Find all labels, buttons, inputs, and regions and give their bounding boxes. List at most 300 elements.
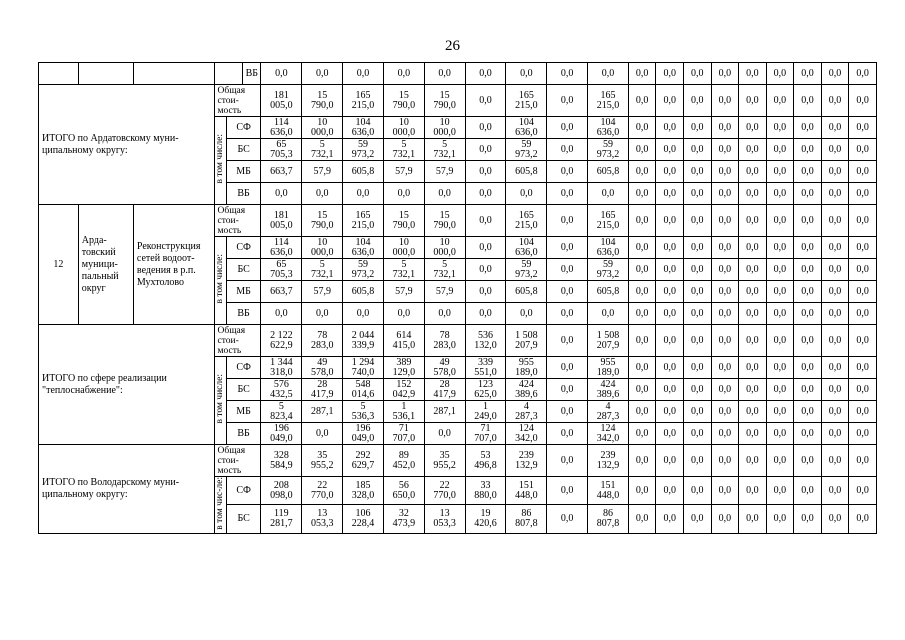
value-cell: 0,0 [302, 303, 343, 325]
value-cell: 0,0 [821, 445, 849, 477]
value-cell: 0,0 [506, 183, 547, 205]
value-cell: 165 215,0 [343, 205, 384, 237]
value-cell: 0,0 [711, 259, 739, 281]
value-cell: 0,0 [628, 183, 656, 205]
value-cell: 0,0 [547, 183, 588, 205]
fund-type-cell: СФ [226, 237, 261, 259]
value-cell: 424 389,6 [588, 379, 629, 401]
value-cell: 0,0 [766, 161, 794, 183]
value-cell: 663,7 [261, 161, 302, 183]
value-cell: 0,0 [506, 63, 547, 85]
value-cell: 114 636,0 [261, 117, 302, 139]
value-cell: 0,0 [656, 477, 684, 505]
value-cell: 0,0 [547, 281, 588, 303]
value-cell: 0,0 [383, 183, 424, 205]
value-cell: 0,0 [547, 357, 588, 379]
value-cell: 1 508 207,9 [588, 325, 629, 357]
value-cell: 0,0 [739, 445, 767, 477]
section-total-label: ИТОГО по сфере реализации "теплоснабжение": [39, 325, 215, 445]
value-cell: 0,0 [465, 85, 506, 117]
value-cell: 0,0 [261, 63, 302, 85]
value-cell: 165 215,0 [588, 205, 629, 237]
value-cell: 0,0 [849, 303, 877, 325]
value-cell: 424 389,6 [506, 379, 547, 401]
value-cell: 28 417,9 [424, 379, 465, 401]
value-cell: 151 448,0 [506, 477, 547, 505]
value-cell: 0,0 [506, 303, 547, 325]
value-cell: 0,0 [739, 325, 767, 357]
section-total-label: ИТОГО по Ардатовскому муни-ципальному округу: [39, 85, 215, 205]
value-cell: 5 732,1 [383, 259, 424, 281]
value-cell: 124 342,0 [506, 423, 547, 445]
value-cell: 57,9 [383, 281, 424, 303]
table-row [39, 85, 877, 117]
value-cell: 0,0 [628, 423, 656, 445]
value-cell: 104 636,0 [506, 117, 547, 139]
value-cell: 0,0 [794, 505, 822, 533]
value-cell: 0,0 [821, 281, 849, 303]
value-cell: 10 000,0 [383, 237, 424, 259]
value-cell: 0,0 [821, 423, 849, 445]
value-cell: 0,0 [739, 205, 767, 237]
district-name: Арда-товский муници-пальный округ [78, 205, 133, 325]
value-cell: 0,0 [794, 259, 822, 281]
value-cell: 57,9 [424, 281, 465, 303]
value-cell: 548 014,6 [343, 379, 384, 401]
empty-cell [133, 63, 214, 85]
value-cell: 0,0 [656, 205, 684, 237]
fund-type-cell: ВБ [226, 183, 261, 205]
value-cell: 0,0 [302, 63, 343, 85]
value-cell: 0,0 [343, 303, 384, 325]
value-cell: 605,8 [506, 161, 547, 183]
value-cell: 0,0 [711, 505, 739, 533]
value-cell: 53 496,8 [465, 445, 506, 477]
value-cell: 0,0 [711, 401, 739, 423]
value-cell: 35 955,2 [302, 445, 343, 477]
value-cell: 208 098,0 [261, 477, 302, 505]
value-cell: 152 042,9 [383, 379, 424, 401]
value-cell: 89 452,0 [383, 445, 424, 477]
value-cell: 15 790,0 [302, 205, 343, 237]
value-cell: 59 973,2 [588, 139, 629, 161]
value-cell: 0,0 [684, 259, 712, 281]
empty-cell [39, 63, 79, 85]
value-cell: 0,0 [588, 183, 629, 205]
value-cell: 0,0 [821, 85, 849, 117]
section-total-label: ИТОГО по Володарскому муни-ципальному округу: [39, 445, 215, 534]
value-cell: 0,0 [656, 237, 684, 259]
value-cell: 0,0 [821, 379, 849, 401]
value-cell: 576 432,5 [261, 379, 302, 401]
value-cell: 0,0 [628, 85, 656, 117]
value-cell: 0,0 [465, 237, 506, 259]
value-cell: 605,8 [588, 281, 629, 303]
value-cell: 185 328,0 [343, 477, 384, 505]
value-cell: 0,0 [656, 117, 684, 139]
value-cell: 0,0 [849, 505, 877, 533]
value-cell: 0,0 [656, 139, 684, 161]
value-cell: 0,0 [766, 139, 794, 161]
value-cell: 22 770,0 [302, 477, 343, 505]
value-cell: 0,0 [684, 139, 712, 161]
value-cell: 0,0 [547, 259, 588, 281]
value-cell: 0,0 [849, 139, 877, 161]
value-cell: 0,0 [465, 117, 506, 139]
value-cell: 0,0 [711, 183, 739, 205]
value-cell: 0,0 [465, 63, 506, 85]
value-cell: 0,0 [766, 505, 794, 533]
value-cell: 59 973,2 [343, 139, 384, 161]
value-cell: 0,0 [343, 183, 384, 205]
value-cell: 114 636,0 [261, 237, 302, 259]
value-cell: 605,8 [588, 161, 629, 183]
table-row [39, 445, 877, 477]
value-cell: 0,0 [821, 259, 849, 281]
value-cell: 0,0 [794, 379, 822, 401]
value-cell: 0,0 [628, 303, 656, 325]
value-cell: 0,0 [711, 379, 739, 401]
value-cell: 0,0 [794, 139, 822, 161]
value-cell: 1 508 207,9 [506, 325, 547, 357]
fund-type-cell: СФ [226, 117, 261, 139]
value-cell: 0,0 [766, 259, 794, 281]
value-cell: 0,0 [343, 63, 384, 85]
value-cell: 196 049,0 [261, 423, 302, 445]
value-cell: 0,0 [261, 303, 302, 325]
value-cell: 0,0 [849, 477, 877, 505]
value-cell: 0,0 [821, 161, 849, 183]
value-cell: 10 000,0 [424, 117, 465, 139]
value-cell: 5 536,3 [343, 401, 384, 423]
empty-cell [214, 63, 243, 85]
value-cell: 57,9 [302, 281, 343, 303]
value-cell: 0,0 [628, 445, 656, 477]
value-cell: 196 049,0 [343, 423, 384, 445]
empty-cell [78, 63, 133, 85]
value-cell: 0,0 [849, 205, 877, 237]
value-cell: 15 790,0 [383, 85, 424, 117]
value-cell: 0,0 [547, 401, 588, 423]
value-cell: 0,0 [711, 117, 739, 139]
value-cell: 0,0 [739, 183, 767, 205]
value-cell: 10 000,0 [302, 117, 343, 139]
fund-type-cell: СФ [226, 357, 261, 379]
value-cell: 0,0 [547, 139, 588, 161]
value-cell: 0,0 [684, 423, 712, 445]
fund-type-cell: ВБ [226, 303, 261, 325]
value-cell: 5 732,1 [424, 259, 465, 281]
value-cell: 86 807,8 [506, 505, 547, 533]
value-cell: 104 636,0 [343, 237, 384, 259]
value-cell: 5 732,1 [383, 139, 424, 161]
value-cell: 15 790,0 [424, 205, 465, 237]
value-cell: 0,0 [711, 477, 739, 505]
value-cell: 10 000,0 [383, 117, 424, 139]
value-cell: 0,0 [628, 325, 656, 357]
value-cell: 165 215,0 [343, 85, 384, 117]
value-cell: 0,0 [547, 423, 588, 445]
value-cell: 0,0 [711, 357, 739, 379]
value-cell: 0,0 [821, 183, 849, 205]
value-cell: 0,0 [849, 325, 877, 357]
value-cell: 0,0 [656, 357, 684, 379]
value-cell: 0,0 [766, 357, 794, 379]
value-cell: 0,0 [684, 401, 712, 423]
value-cell: 59 973,2 [506, 139, 547, 161]
value-cell: 0,0 [547, 117, 588, 139]
value-cell: 0,0 [383, 63, 424, 85]
value-cell: 0,0 [794, 281, 822, 303]
value-cell: 165 215,0 [506, 205, 547, 237]
in-which-label [214, 477, 226, 534]
value-cell: 0,0 [766, 85, 794, 117]
value-cell: 0,0 [684, 161, 712, 183]
value-cell: 605,8 [343, 281, 384, 303]
value-cell: 0,0 [739, 259, 767, 281]
value-cell: 0,0 [849, 117, 877, 139]
value-cell: 0,0 [739, 423, 767, 445]
value-cell: 104 636,0 [343, 117, 384, 139]
value-cell: 0,0 [711, 325, 739, 357]
value-cell: 57,9 [383, 161, 424, 183]
value-cell: 328 584,9 [261, 445, 302, 477]
value-cell: 78 283,0 [424, 325, 465, 357]
value-cell: 0,0 [656, 281, 684, 303]
value-cell: 0,0 [849, 183, 877, 205]
value-cell: 0,0 [547, 63, 588, 85]
value-cell: 955 189,0 [506, 357, 547, 379]
value-cell: 0,0 [684, 357, 712, 379]
value-cell: 0,0 [849, 401, 877, 423]
value-cell: 0,0 [821, 325, 849, 357]
value-cell: 0,0 [821, 401, 849, 423]
value-cell: 0,0 [739, 117, 767, 139]
in-which-text: в том числе: [215, 254, 226, 304]
value-cell: 5 732,1 [302, 139, 343, 161]
value-cell: 536 132,0 [465, 325, 506, 357]
value-cell: 0,0 [711, 161, 739, 183]
value-cell: 287,1 [302, 401, 343, 423]
value-cell: 59 973,2 [343, 259, 384, 281]
value-cell: 0,0 [821, 477, 849, 505]
value-cell: 0,0 [794, 477, 822, 505]
value-cell: 15 790,0 [424, 85, 465, 117]
fund-type-cell: ВБ [226, 423, 261, 445]
value-cell: 15 790,0 [302, 85, 343, 117]
in-which-label [214, 357, 226, 445]
value-cell: 0,0 [739, 63, 767, 85]
fund-type-cell: БС [226, 379, 261, 401]
fund-type-cell: БС [226, 505, 261, 533]
value-cell: 0,0 [547, 237, 588, 259]
value-cell: 104 636,0 [588, 117, 629, 139]
value-cell: 0,0 [766, 303, 794, 325]
value-cell: 10 000,0 [302, 237, 343, 259]
value-cell: 0,0 [684, 325, 712, 357]
value-cell: 4 287,3 [588, 401, 629, 423]
value-cell: 0,0 [547, 303, 588, 325]
value-cell: 0,0 [739, 281, 767, 303]
value-cell: 0,0 [684, 281, 712, 303]
value-cell: 0,0 [684, 303, 712, 325]
value-cell: 0,0 [656, 445, 684, 477]
value-cell: 0,0 [383, 303, 424, 325]
value-cell: 0,0 [849, 445, 877, 477]
value-cell: 0,0 [656, 401, 684, 423]
value-cell: 0,0 [628, 237, 656, 259]
value-cell: 0,0 [739, 303, 767, 325]
value-cell: 0,0 [628, 281, 656, 303]
object-name: Реконструкция сетей водоот-ведения в р.п. Мухтолово [133, 205, 214, 325]
value-cell: 0,0 [547, 379, 588, 401]
value-cell: 0,0 [794, 63, 822, 85]
value-cell: 0,0 [766, 325, 794, 357]
value-cell: 0,0 [849, 237, 877, 259]
value-cell: 0,0 [739, 357, 767, 379]
value-cell: 57,9 [424, 161, 465, 183]
value-cell: 0,0 [656, 379, 684, 401]
value-cell: 0,0 [628, 379, 656, 401]
value-cell: 0,0 [424, 423, 465, 445]
table-row [39, 63, 877, 85]
value-cell: 49 578,0 [302, 357, 343, 379]
value-cell: 0,0 [739, 161, 767, 183]
value-cell: 0,0 [424, 63, 465, 85]
value-cell: 0,0 [628, 63, 656, 85]
in-which-label [214, 117, 226, 205]
value-cell: 0,0 [794, 85, 822, 117]
total-cost-label: Общая стои-мость [214, 325, 261, 357]
value-cell: 0,0 [794, 117, 822, 139]
value-cell: 0,0 [684, 379, 712, 401]
value-cell: 0,0 [849, 423, 877, 445]
value-cell: 0,0 [465, 139, 506, 161]
value-cell: 0,0 [628, 139, 656, 161]
value-cell: 0,0 [628, 357, 656, 379]
value-cell: 0,0 [465, 281, 506, 303]
value-cell: 124 342,0 [588, 423, 629, 445]
value-cell: 0,0 [684, 205, 712, 237]
value-cell: 0,0 [711, 281, 739, 303]
value-cell: 13 053,3 [302, 505, 343, 533]
value-cell: 59 973,2 [588, 259, 629, 281]
budget-table [38, 62, 877, 534]
value-cell: 0,0 [465, 303, 506, 325]
value-cell: 0,0 [628, 477, 656, 505]
value-cell: 106 228,4 [343, 505, 384, 533]
value-cell: 0,0 [711, 139, 739, 161]
value-cell: 0,0 [465, 161, 506, 183]
value-cell: 0,0 [821, 237, 849, 259]
value-cell: 0,0 [766, 281, 794, 303]
value-cell: 0,0 [684, 63, 712, 85]
value-cell: 0,0 [465, 259, 506, 281]
value-cell: 5 732,1 [302, 259, 343, 281]
value-cell: 0,0 [711, 85, 739, 117]
value-cell: 0,0 [628, 161, 656, 183]
value-cell: 0,0 [684, 237, 712, 259]
value-cell: 0,0 [794, 445, 822, 477]
value-cell: 0,0 [821, 205, 849, 237]
value-cell: 0,0 [849, 63, 877, 85]
value-cell: 0,0 [739, 237, 767, 259]
value-cell: 0,0 [766, 477, 794, 505]
value-cell: 0,0 [849, 379, 877, 401]
value-cell: 605,8 [343, 161, 384, 183]
value-cell: 287,1 [424, 401, 465, 423]
value-cell: 0,0 [684, 117, 712, 139]
value-cell: 0,0 [739, 505, 767, 533]
value-cell: 57,9 [302, 161, 343, 183]
value-cell: 104 636,0 [506, 237, 547, 259]
value-cell: 0,0 [711, 237, 739, 259]
fund-type-cell: БС [226, 139, 261, 161]
value-cell: 0,0 [547, 85, 588, 117]
page-number: 26 [445, 38, 460, 54]
value-cell: 0,0 [547, 205, 588, 237]
value-cell: 0,0 [547, 325, 588, 357]
value-cell: 0,0 [547, 477, 588, 505]
table-row [39, 205, 877, 237]
fund-type-cell: БС [226, 259, 261, 281]
value-cell: 22 770,0 [424, 477, 465, 505]
value-cell: 15 790,0 [383, 205, 424, 237]
value-cell: 33 880,0 [465, 477, 506, 505]
value-cell: 0,0 [628, 205, 656, 237]
value-cell: 389 129,0 [383, 357, 424, 379]
value-cell: 0,0 [628, 259, 656, 281]
value-cell: 35 955,2 [424, 445, 465, 477]
value-cell: 0,0 [794, 303, 822, 325]
value-cell: 0,0 [656, 259, 684, 281]
value-cell: 292 629,7 [343, 445, 384, 477]
value-cell: 0,0 [794, 325, 822, 357]
value-cell: 0,0 [656, 303, 684, 325]
value-cell: 0,0 [588, 63, 629, 85]
in-which-text: в том числе: [215, 134, 226, 184]
value-cell: 165 215,0 [588, 85, 629, 117]
value-cell: 181 005,0 [261, 205, 302, 237]
value-cell: 78 283,0 [302, 325, 343, 357]
value-cell: 0,0 [821, 505, 849, 533]
value-cell: 32 473,9 [383, 505, 424, 533]
value-cell: 0,0 [656, 325, 684, 357]
value-cell: 0,0 [424, 183, 465, 205]
value-cell: 0,0 [302, 423, 343, 445]
value-cell: 49 578,0 [424, 357, 465, 379]
value-cell: 0,0 [547, 445, 588, 477]
value-cell: 0,0 [684, 477, 712, 505]
value-cell: 13 053,3 [424, 505, 465, 533]
value-cell: 0,0 [739, 85, 767, 117]
value-cell: 0,0 [794, 183, 822, 205]
value-cell: 0,0 [628, 505, 656, 533]
value-cell: 0,0 [766, 445, 794, 477]
value-cell: 0,0 [794, 161, 822, 183]
value-cell: 0,0 [684, 445, 712, 477]
value-cell: 0,0 [465, 205, 506, 237]
total-cost-label: Общая стои-мость [214, 445, 261, 477]
value-cell: 0,0 [821, 63, 849, 85]
value-cell: 10 000,0 [424, 237, 465, 259]
value-cell: 2 122 622,9 [261, 325, 302, 357]
value-cell: 28 417,9 [302, 379, 343, 401]
value-cell: 65 705,3 [261, 259, 302, 281]
value-cell: 0,0 [794, 237, 822, 259]
value-cell: 0,0 [684, 505, 712, 533]
value-cell: 239 132,9 [588, 445, 629, 477]
